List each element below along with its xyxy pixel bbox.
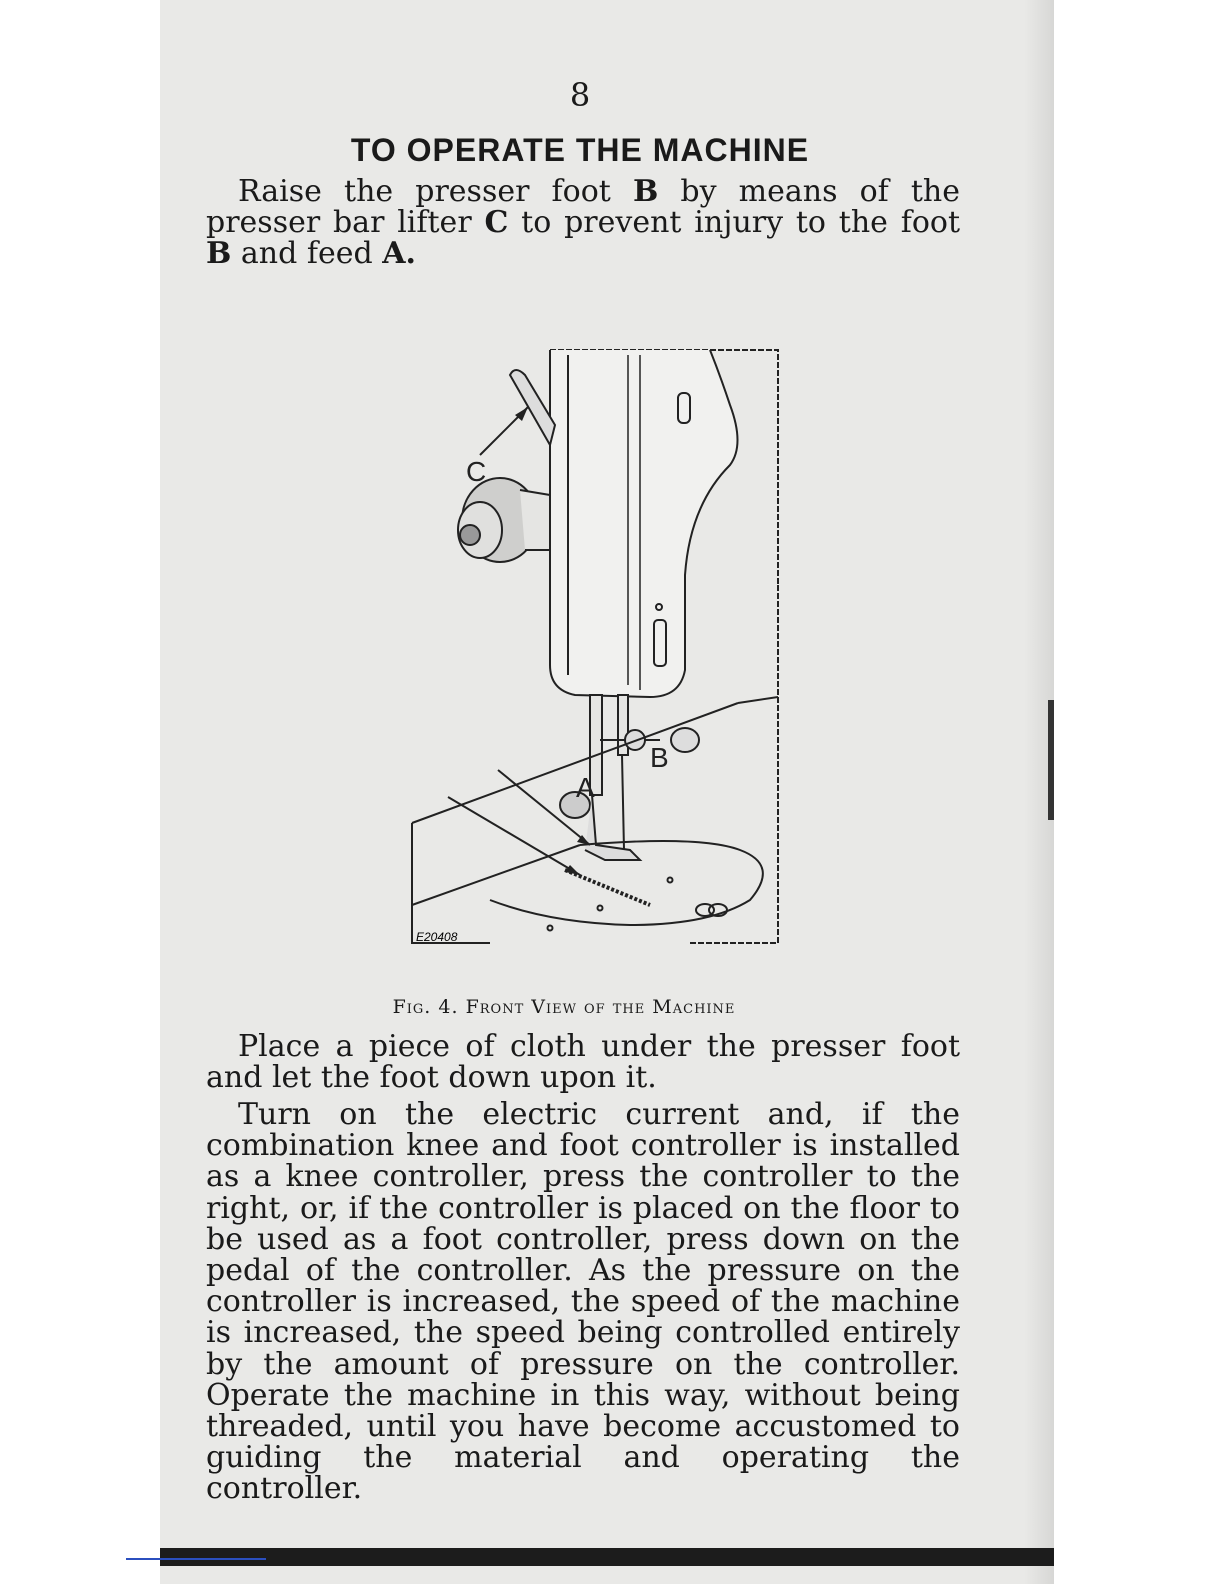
figure-title: Front View of the Machine	[465, 996, 736, 1018]
intro-bold-b2: B	[206, 236, 232, 272]
sewing-machine-illustration	[400, 345, 790, 950]
intro-text-2: by means of the presser bar lifter	[206, 174, 960, 241]
scan-edge-mark	[1048, 700, 1054, 820]
label-b: B	[650, 742, 669, 773]
paragraph-current-text: Turn on the electric current and, if the combination knee and foot controller is installed as a knee controller, press the controller to the right, or, if the controller is placed on the floor to be used as a foot controller, press down on the pedal of the controller. As the pressure on the controller is increased, the speed of the machine is increased, the speed being controlled entirely by the amount of pressure on the controller. Operate the machine in this way, without being threaded, until you have become accustomed to guiding the material and operating the controller.	[206, 1097, 960, 1507]
scan-bottom-bar	[160, 1548, 1054, 1566]
intro-paragraph	[206, 176, 960, 270]
intro-text-1: Raise the presser foot	[238, 174, 633, 209]
intro-text-3: to prevent injury to the foot	[508, 205, 961, 241]
paragraph-cloth-text: Place a piece of cloth under the presser foot and let the foot down upon it.	[206, 1029, 960, 1096]
page-number: 8	[569, 76, 591, 114]
scan-blue-line	[126, 1558, 266, 1560]
page-title: TO OPERATE THE MACHINE	[350, 132, 810, 168]
label-a: A	[576, 772, 595, 803]
intro-text-4: and feed	[231, 236, 383, 272]
intro-bold-b: B	[632, 174, 659, 209]
paragraph-cloth	[206, 1029, 960, 1096]
intro-bold-c: C	[484, 205, 509, 241]
label-c: C	[466, 456, 487, 487]
figure-number: Fig. 4.	[392, 996, 459, 1018]
figure-caption	[160, 996, 968, 1018]
manual-page	[160, 0, 1054, 1584]
intro-bold-a: A.	[382, 236, 416, 272]
scan-margin	[1054, 0, 1224, 1584]
paragraph-current	[206, 1099, 960, 1505]
figure-code: E20408	[416, 930, 458, 944]
